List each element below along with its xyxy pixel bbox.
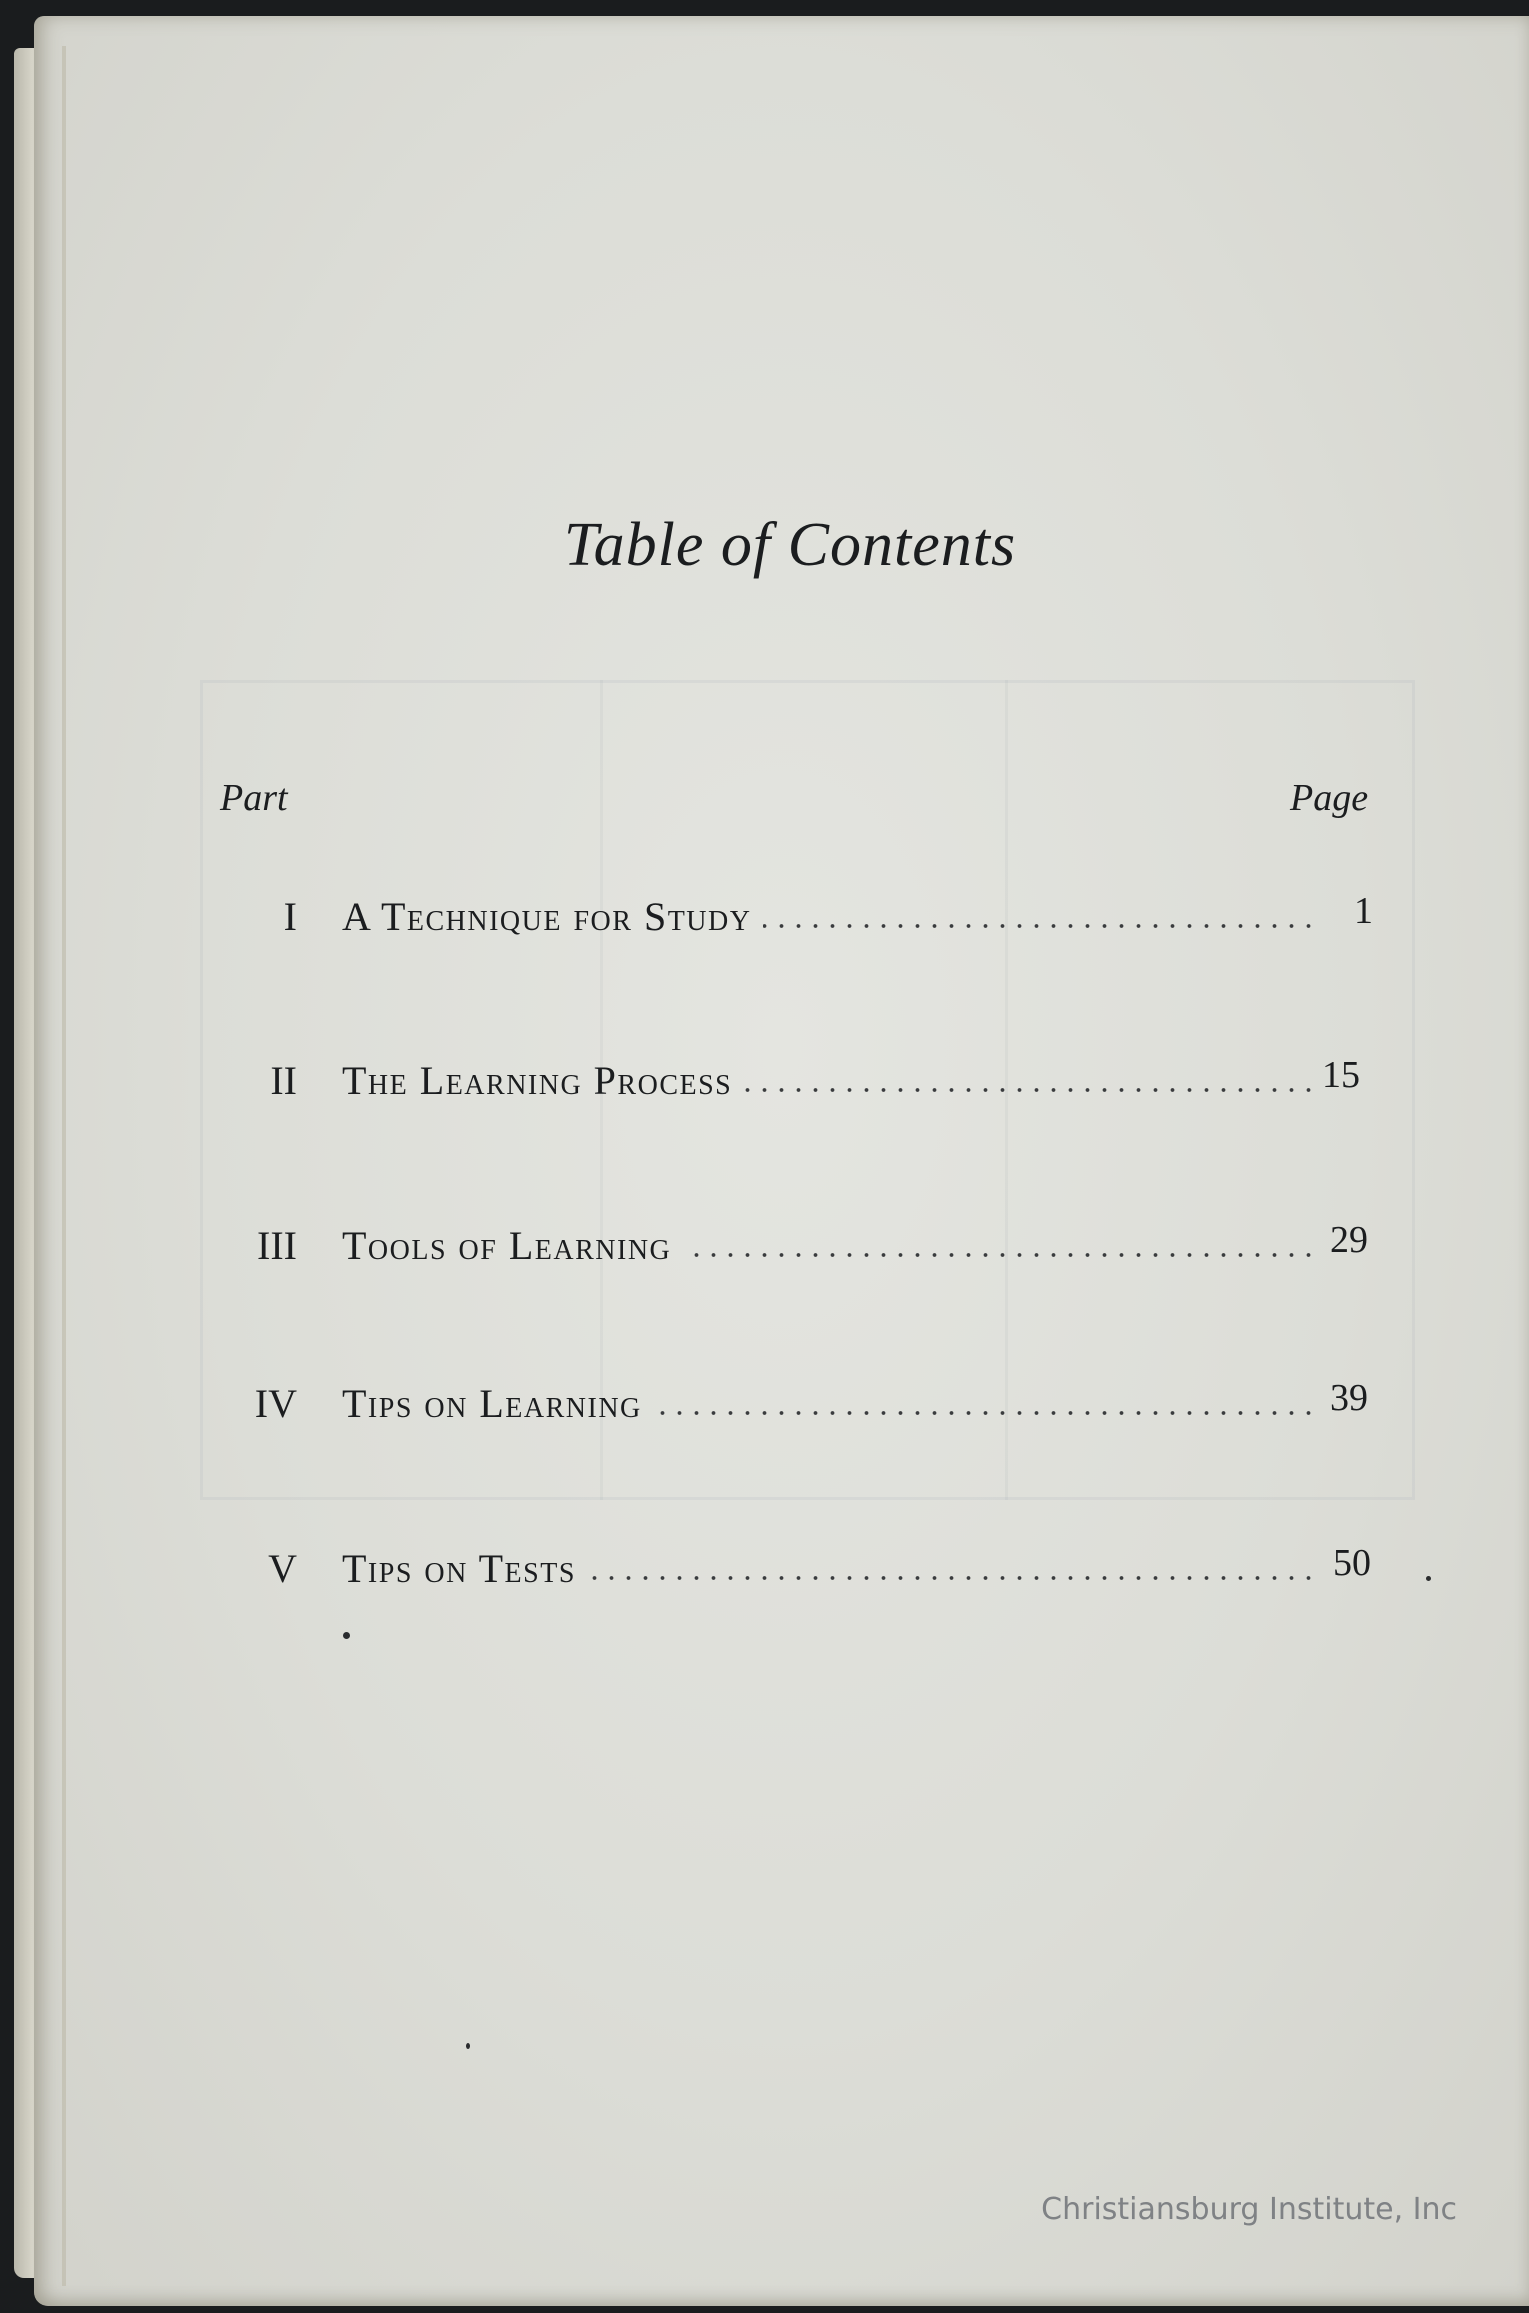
stray-mark	[343, 1632, 350, 1639]
toc-page-number: 29	[1330, 1219, 1368, 1261]
page-title: Table of Contents	[563, 511, 1017, 579]
stray-mark	[466, 2043, 470, 2049]
dot-leader	[683, 1252, 1317, 1258]
toc-page-number: 50	[1333, 1542, 1371, 1584]
toc-entry	[0, 890, 1529, 953]
toc-entry-title: Tools of Learning	[342, 1223, 672, 1268]
toc-entry-title: The Learning Process	[342, 1058, 733, 1103]
toc-entry-title: A Technique for Study	[342, 894, 752, 939]
toc-page-number: 1	[1354, 890, 1373, 932]
dot-leader	[763, 923, 1317, 929]
watermark-credit: Christiansburg Institute, Inc	[1041, 2192, 1457, 2227]
stray-mark	[1426, 1576, 1431, 1581]
toc-part-number: IV	[254, 1381, 297, 1426]
toc-entry-title: Tips on Learning	[342, 1381, 642, 1426]
toc-entry-title: Tips on Tests	[342, 1546, 576, 1591]
dot-leader	[744, 1087, 1317, 1093]
part-column-header: Part	[220, 777, 288, 819]
toc-entry	[0, 1219, 1529, 1282]
page-column-header: Page	[1290, 777, 1369, 819]
dot-leader	[588, 1575, 1317, 1581]
toc-part-number: V	[268, 1546, 297, 1591]
toc-entry	[0, 1054, 1529, 1117]
toc-part-number: II	[270, 1058, 297, 1103]
toc-page-number: 15	[1322, 1054, 1360, 1096]
toc-page-number: 39	[1330, 1377, 1368, 1419]
toc-part-number: I	[283, 894, 297, 939]
toc-entry	[0, 1542, 1529, 1605]
dot-leader	[654, 1410, 1317, 1416]
toc-part-number: III	[257, 1223, 297, 1268]
toc-entry	[0, 1377, 1529, 1440]
